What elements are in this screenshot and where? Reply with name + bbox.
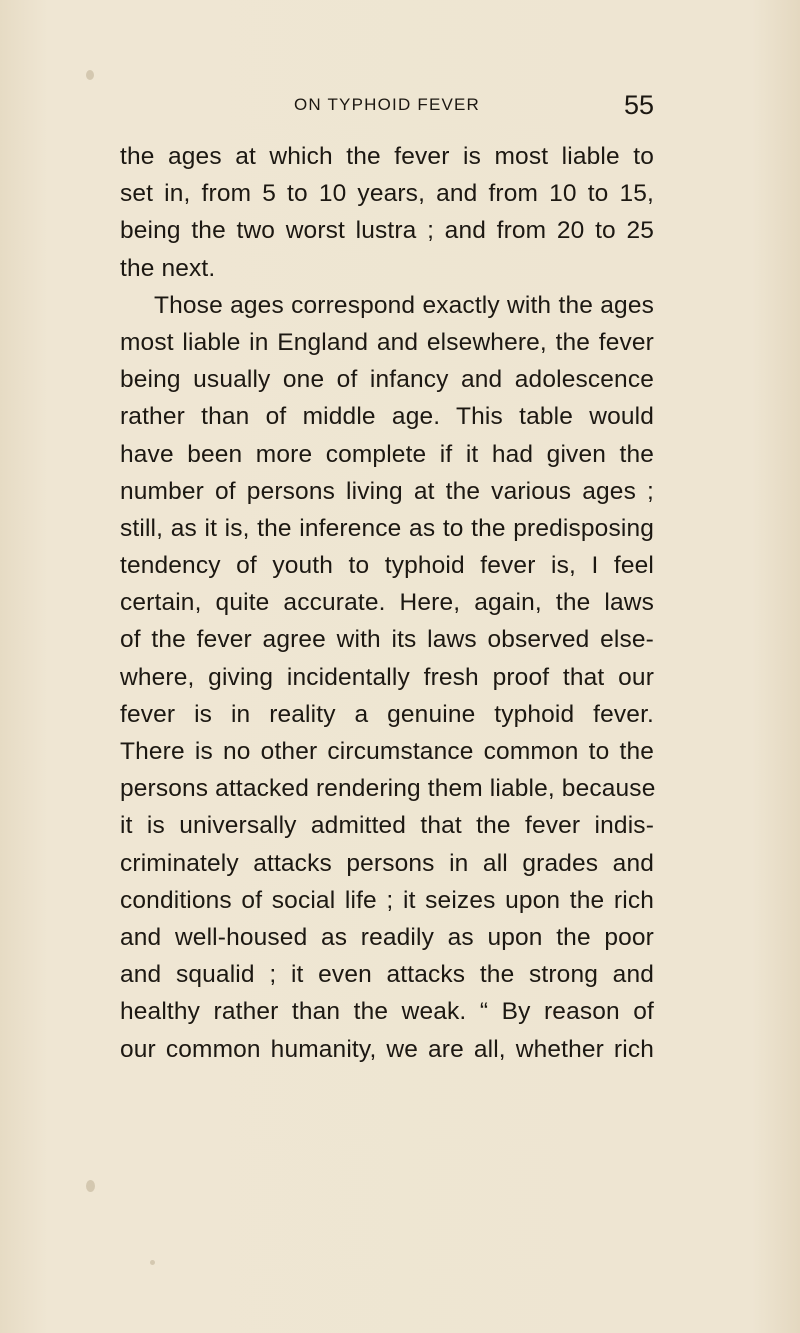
text-line: tendency of youth to typhoid fever is, I feel xyxy=(120,552,654,580)
body-text xyxy=(120,138,654,1068)
text-line: the ages at which the fever is most liable to xyxy=(120,143,654,170)
text-line: certain, quite accurate. Here, again, the laws xyxy=(120,589,654,617)
text-line: conditions of social life ; it seizes upon the rich xyxy=(120,886,654,914)
text-line: being the two worst lustra ; and from 20 to 25 xyxy=(120,217,654,245)
text-line: and squalid ; it even attacks the strong and xyxy=(120,961,654,989)
text-line: rather than of middle age. This table would xyxy=(120,403,654,431)
text-line: it is universally admitted that the fever indis- xyxy=(120,812,654,840)
text-line: fever is in reality a genuine typhoid fever. xyxy=(120,700,654,728)
page-number: 55 xyxy=(623,90,654,120)
running-head xyxy=(120,92,654,126)
text-line: set in, from 5 to 10 years, and from 10 to 15, xyxy=(120,180,654,208)
paper-speck xyxy=(86,1180,95,1192)
text-line: criminately attacks persons in all grades and xyxy=(120,849,654,877)
text-line: our common humanity, we are all, whether rich xyxy=(120,1035,654,1063)
text-line: There is no other circumstance common to the xyxy=(120,738,654,765)
paper-speck xyxy=(150,1260,155,1265)
paper-speck xyxy=(86,70,94,80)
text-line: persons attacked rendering them liable, because xyxy=(120,775,656,803)
text-line: and well-housed as readily as upon the poor xyxy=(120,923,654,951)
text-line: being usually one of infancy and adolescence xyxy=(120,366,654,394)
text-line: the next. xyxy=(120,254,216,282)
text-line: Those ages correspond exactly with the ages xyxy=(154,291,654,319)
text-line: still, as it is, the inference as to the predisposing xyxy=(120,514,654,542)
text-line: healthy rather than the weak. “ By reason of xyxy=(120,998,654,1026)
text-line: of the fever agree with its laws observed else- xyxy=(120,626,654,654)
text-line: number of persons living at the various ages ; xyxy=(120,477,654,505)
text-line: where, giving incidentally fresh proof that our xyxy=(120,663,654,691)
text-line: have been more complete if it had given the xyxy=(120,440,654,468)
text-line: most liable in England and elsewhere, the fever xyxy=(120,328,654,356)
running-title: ON TYPHOID FEVER xyxy=(293,95,481,114)
